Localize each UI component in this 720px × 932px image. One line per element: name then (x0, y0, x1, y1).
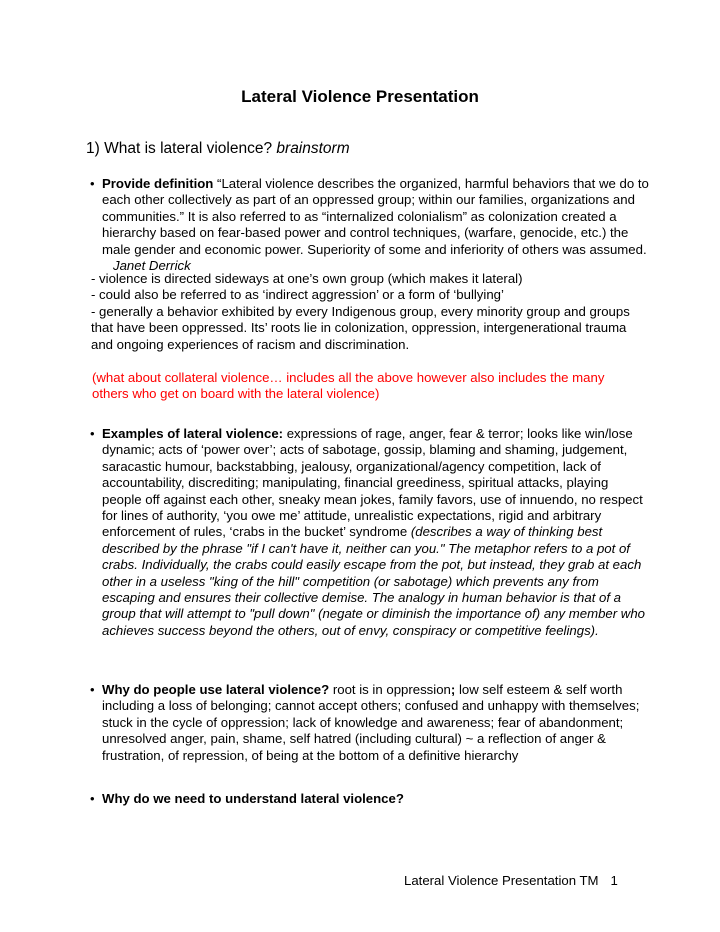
examples-label: Examples of lateral violence: (102, 426, 284, 441)
why-use-text (102, 682, 650, 764)
why-use-bullet (90, 682, 650, 764)
question-heading (86, 140, 350, 158)
examples-text (102, 426, 650, 639)
bullet-dot-icon: • (90, 682, 95, 697)
definition-bullet (90, 176, 650, 274)
dash-line-list (91, 271, 651, 353)
dash-line: - generally a behavior exhibited by every Indigenous group, every minority group and groups that have been oppressed. Its’ roots lie in colonization, oppression, intergenerational trauma and ongoing experiences of racism and discrimination. (91, 303, 630, 352)
question-hint: brainstorm (276, 140, 350, 157)
why-use-label: Why do people use lateral violence? (102, 682, 330, 697)
why-use-body: low self esteem & self worth including a loss of belonging; cannot accept others; confused and unhappy with themselves; stuck in the cycle of oppression; lack of knowledge and awareness; fear of abandonment; unresolved anger, pain, shame, self hatred (including cultural) ~ a reflection of anger & frustration, of repression, of being at the bottom of a definitive hierarchy (102, 682, 640, 763)
footer-text: Lateral Violence Presentation TM (404, 873, 599, 888)
definition-quote: “Lateral violence describes the organized, harmful behaviors that we do to each other collectively as part of an oppressed group; within our families, organizations and communities.” It is also referred to as “internalized colonialism” as colonization created a hierarchy based on fear-based power and control techniques, (warfare, genocide, etc.) the male gender and economic power. Superiority of some and inferiority of others was assumed. (102, 176, 649, 257)
examples-italic: (describes a way of thinking best described by the phrase "if I can't have it, neither can you." The metaphor refers to a pot of crabs. Individually, the crabs could easily escape from the pot, but instead, they grab at each other in a useless "king of the hill" competition (or sabotage) which prevents any from escaping and ensures their collective demise. The analogy in human behavior is that of a group that will attempt to "pull down" (negate or diminish the importance of) any member who achieves success beyond the others, out of envy, conspiracy or competitive feelings). (102, 524, 645, 638)
why-understand-text (102, 791, 650, 807)
why-understand-label: Why do we need to understand lateral violence? (102, 791, 404, 806)
bullet-dot-icon: • (90, 176, 95, 191)
why-use-lead: root is in oppression (332, 682, 451, 697)
dash-line: - could also be referred to as ‘indirect aggression’ or a form of ‘bullying’ (91, 287, 504, 303)
dash-line: - violence is directed sideways at one’s own group (which makes it lateral) (91, 271, 523, 286)
page-footer (404, 873, 618, 889)
why-understand-bullet (90, 791, 650, 807)
page-title: Lateral Violence Presentation (241, 87, 479, 106)
examples-bullet (90, 426, 650, 639)
examples-body: expressions of rage, anger, fear & terror; looks like win/lose dynamic; acts of ‘power over’; acts of sabotage, gossip, blaming and shaming, judgement, saracastic humour, backstabbing, jealousy, organizational/agency competition, lack of accountability, discrediting; manipulating, financial greediness, spiritual attacks, playing people off against each other, sneaky mean jokes, family favors, use of innuendo, no respect for lines of authority, ‘you owe me’ attitude, unrealistic expectations, rigid and arbitrary enforcement of rules, ‘crabs in the bucket’ syndrome (102, 426, 643, 540)
question-text: 1) What is lateral violence? (86, 140, 273, 157)
bullet-dot-icon: • (90, 791, 95, 806)
page-number: 1 (610, 873, 618, 888)
definition-author: Janet Derrick (113, 258, 191, 274)
why-use-semicolon: ; (450, 682, 456, 697)
definition-text (102, 176, 650, 274)
definition-label: Provide definition (102, 176, 214, 191)
bullet-dot-icon: • (90, 426, 95, 441)
collateral-violence-note: (what about collateral violence… includes all the above however also includes the many others who get on board with the lateral violence) (92, 370, 605, 402)
